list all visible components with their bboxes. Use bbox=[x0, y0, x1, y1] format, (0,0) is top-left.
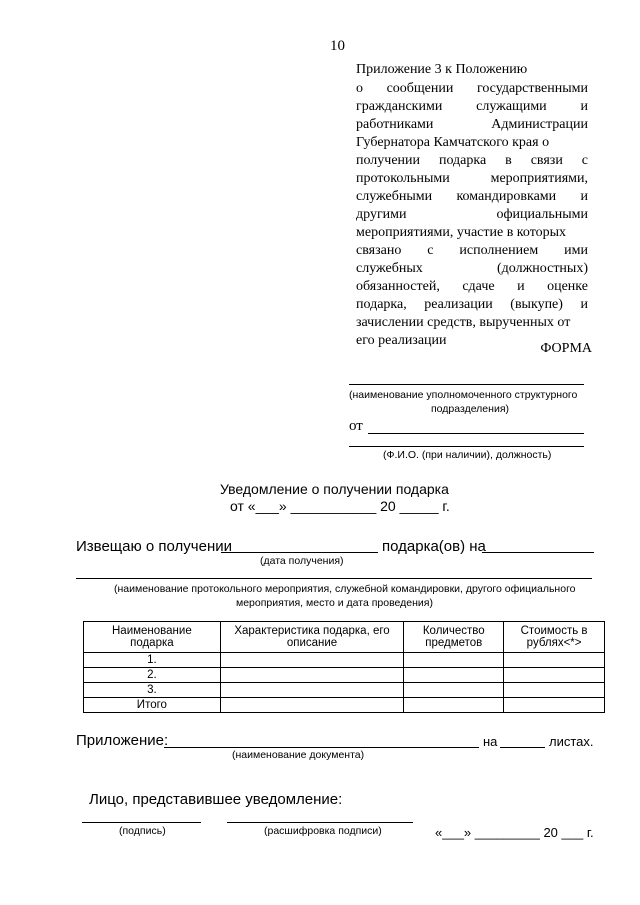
appendix-word: и bbox=[580, 99, 588, 114]
appendix-word: государственными bbox=[476, 81, 588, 96]
fio-caption: (Ф.И.О. (при наличии), должность) bbox=[383, 449, 552, 461]
appendix-line bbox=[356, 134, 588, 152]
appendix-word: и bbox=[580, 297, 588, 312]
gift-table bbox=[83, 621, 605, 713]
appendix-word: (должностных) bbox=[497, 261, 588, 276]
appendix-word: в bbox=[505, 153, 512, 168]
table-row bbox=[84, 653, 605, 668]
from-label: от bbox=[349, 418, 363, 434]
event-caption-1: (наименование протокольного мероприятия, служебной командировки, другого официального bbox=[114, 583, 576, 595]
event-line[interactable] bbox=[76, 578, 592, 579]
appendix-line bbox=[356, 80, 588, 98]
header-text: описание bbox=[286, 637, 338, 649]
header-text: Стоимость в bbox=[520, 625, 588, 637]
appendix-line bbox=[356, 188, 588, 206]
appendix-line bbox=[356, 224, 588, 242]
attachment-sheets-line[interactable] bbox=[500, 747, 545, 748]
appendix-word: другими bbox=[356, 207, 407, 222]
signature-person-label: Лицо, представившее уведомление: bbox=[89, 791, 343, 808]
table-cell-description[interactable] bbox=[220, 668, 404, 683]
event-caption-2: мероприятия, место и дата проведения) bbox=[236, 597, 433, 609]
appendix-line bbox=[356, 260, 588, 278]
header-text: предметов bbox=[425, 637, 483, 649]
attachment-sheets: листах. bbox=[549, 734, 594, 749]
receipt-count-line[interactable] bbox=[482, 552, 594, 553]
appendix-line bbox=[356, 314, 588, 332]
header-gift-name bbox=[84, 622, 221, 653]
fio-line[interactable] bbox=[349, 446, 584, 447]
appendix-line bbox=[356, 98, 588, 116]
appendix-word: (выкупе) bbox=[510, 297, 563, 312]
table-cell-quantity[interactable] bbox=[404, 653, 504, 668]
appendix-word: сдаче bbox=[462, 279, 495, 294]
appendix-line bbox=[356, 206, 588, 224]
attachment-on: на bbox=[483, 734, 498, 749]
unit-caption-2: подразделения) bbox=[431, 403, 509, 415]
table-cell-description[interactable] bbox=[220, 698, 404, 713]
appendix-word: гражданскими bbox=[356, 99, 443, 114]
appendix-line bbox=[356, 296, 588, 314]
appendix-word: официальными bbox=[496, 207, 588, 222]
notification-title: Уведомление о получении подарка bbox=[220, 481, 449, 497]
appendix-word: Губернатора Камчатского края о bbox=[356, 135, 550, 150]
header-text: Наименование bbox=[112, 625, 192, 637]
attachment-label: Приложение: bbox=[76, 732, 169, 749]
page-number: 10 bbox=[330, 38, 345, 54]
appendix-word: исполнением bbox=[459, 243, 539, 258]
appendix-word: служебных bbox=[356, 261, 423, 276]
receipt-prefix: Извещаю о получении bbox=[76, 538, 232, 555]
attachment-doc-line[interactable] bbox=[164, 747, 479, 748]
table-cell-quantity[interactable] bbox=[404, 668, 504, 683]
appendix-line bbox=[356, 278, 588, 296]
appendix-line bbox=[356, 152, 588, 170]
table-cell-cost[interactable] bbox=[504, 683, 605, 698]
signature-date: «___» _________ 20 ___ г. bbox=[435, 825, 594, 840]
form-label: ФОРМА bbox=[540, 341, 592, 356]
appendix-word: его реализации bbox=[356, 333, 447, 348]
table-cell-name: 3. bbox=[84, 683, 221, 698]
unit-name-line[interactable] bbox=[349, 384, 584, 385]
appendix-word: подарка, bbox=[356, 297, 407, 312]
appendix-word: связи bbox=[530, 153, 563, 168]
appendix-text bbox=[356, 80, 588, 350]
appendix-line bbox=[356, 116, 588, 134]
receipt-middle: подарка(ов) на bbox=[382, 538, 486, 555]
appendix-word: обязанностей, bbox=[356, 279, 440, 294]
header-text: рублях<*> bbox=[526, 637, 582, 649]
table-cell-quantity[interactable] bbox=[404, 698, 504, 713]
appendix-word: протокольными bbox=[356, 171, 450, 186]
header-text: Характеристика подарка, его bbox=[234, 625, 390, 637]
appendix-word: Администрации bbox=[491, 117, 588, 132]
appendix-word: связано bbox=[356, 243, 402, 258]
attachment-doc-caption: (наименование документа) bbox=[232, 749, 365, 761]
appendix-word: реализации bbox=[424, 297, 493, 312]
appendix-title: Приложение 3 к Положению bbox=[356, 62, 528, 77]
appendix-word: мероприятиями, участие в которых bbox=[356, 225, 567, 240]
table-cell-description[interactable] bbox=[220, 653, 404, 668]
signature-caption: (подпись) bbox=[119, 825, 166, 837]
receipt-date-line[interactable] bbox=[221, 552, 378, 553]
appendix-word: служебными bbox=[356, 189, 433, 204]
table-header-row bbox=[84, 622, 605, 653]
signature-decode-line[interactable] bbox=[227, 822, 413, 823]
appendix-word: и bbox=[580, 189, 588, 204]
appendix-word: ими bbox=[564, 243, 588, 258]
appendix-line bbox=[356, 170, 588, 188]
signature-line[interactable] bbox=[82, 822, 201, 823]
table-cell-name: 2. bbox=[84, 668, 221, 683]
table-cell-name: Итого bbox=[84, 698, 221, 713]
table-row-total bbox=[84, 698, 605, 713]
header-text: подарка bbox=[130, 637, 174, 649]
header-text: Количество bbox=[422, 625, 485, 637]
appendix-word: подарка bbox=[438, 153, 487, 168]
table-row bbox=[84, 683, 605, 698]
appendix-word: с bbox=[581, 153, 588, 168]
table-cell-quantity[interactable] bbox=[404, 683, 504, 698]
appendix-word: о bbox=[356, 81, 363, 96]
appendix-word: получении bbox=[356, 153, 421, 168]
appendix-word: сообщении bbox=[386, 81, 454, 96]
appendix-word: оценке bbox=[547, 279, 588, 294]
unit-caption-1: (наименование уполномоченного структурного bbox=[349, 389, 578, 401]
appendix-word: служащими bbox=[476, 99, 547, 114]
notification-date: от «___» ___________ 20 _____ г. bbox=[230, 498, 450, 514]
table-row bbox=[84, 668, 605, 683]
appendix-word: мероприятиями, bbox=[490, 171, 588, 186]
table-cell-cost[interactable] bbox=[504, 698, 605, 713]
table-cell-cost[interactable] bbox=[504, 653, 605, 668]
appendix-word: работниками bbox=[356, 117, 434, 132]
from-line[interactable] bbox=[368, 433, 584, 434]
receipt-date-caption: (дата получения) bbox=[260, 555, 344, 567]
table-cell-name: 1. bbox=[84, 653, 221, 668]
table-cell-cost[interactable] bbox=[504, 668, 605, 683]
appendix-word: с bbox=[427, 243, 434, 258]
header-cost bbox=[504, 622, 605, 653]
appendix-line bbox=[356, 242, 588, 260]
header-quantity bbox=[404, 622, 504, 653]
table-cell-description[interactable] bbox=[220, 683, 404, 698]
appendix-word: и bbox=[517, 279, 525, 294]
appendix-word: командировками bbox=[456, 189, 557, 204]
appendix-word: зачислении средств, вырученных от bbox=[356, 315, 571, 330]
signature-decode-caption: (расшифровка подписи) bbox=[264, 825, 382, 837]
header-gift-description bbox=[220, 622, 404, 653]
